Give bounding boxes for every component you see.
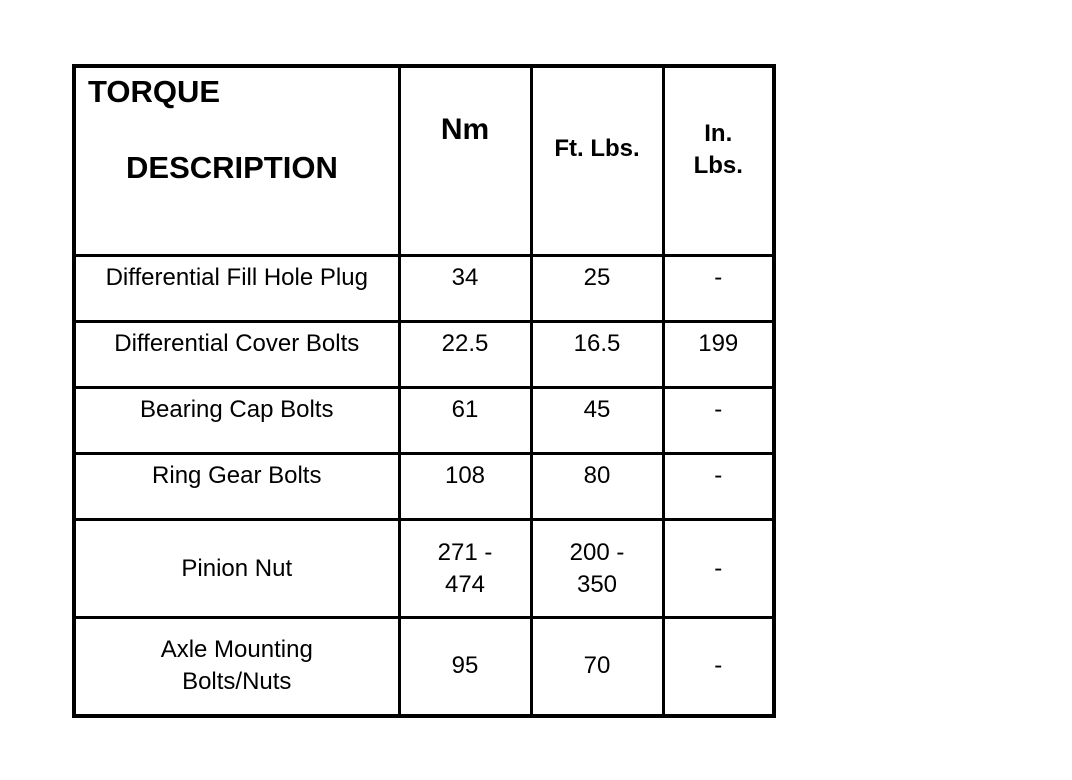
description-cell [74, 322, 399, 388]
table-row [74, 618, 774, 716]
header-in-lbs-label: In. Lbs. [693, 120, 743, 179]
nm-cell [399, 322, 531, 388]
ft-lbs-cell [531, 388, 663, 454]
nm-cell [399, 618, 531, 716]
nm-value: 271 - 474 [437, 538, 493, 598]
in-lbs-value: - [714, 264, 723, 291]
in-lbs-value: - [714, 396, 723, 423]
ft-lbs-value: 70 [583, 652, 611, 680]
description-value: Axle Mounting Bolts/Nuts [160, 636, 313, 696]
description-cell [74, 388, 399, 454]
in-lbs-value: - [714, 652, 723, 680]
table-row [74, 322, 774, 388]
header-ft-lbs-cell [531, 66, 663, 256]
table-row [74, 454, 774, 520]
header-nm-label: Nm [440, 113, 490, 146]
description-cell [74, 520, 399, 618]
in-lbs-cell [663, 256, 774, 322]
torque-specifications-table [72, 64, 776, 718]
in-lbs-cell [663, 322, 774, 388]
in-lbs-value: 199 [698, 330, 739, 357]
in-lbs-value: - [714, 462, 723, 489]
ft-lbs-cell [531, 454, 663, 520]
nm-value: 108 [444, 462, 486, 489]
ft-lbs-value: 45 [583, 396, 611, 423]
ft-lbs-value: 80 [583, 462, 611, 489]
nm-value: 95 [451, 652, 479, 680]
nm-cell [399, 454, 531, 520]
header-ft-lbs-label: Ft. Lbs. [554, 135, 640, 162]
table-row [74, 520, 774, 618]
table-header-row [74, 66, 774, 256]
nm-cell [399, 256, 531, 322]
description-value: Differential Fill Hole Plug [105, 264, 368, 291]
nm-cell [399, 388, 531, 454]
nm-value: 61 [451, 396, 479, 423]
table-row [74, 388, 774, 454]
nm-value: 34 [451, 264, 479, 291]
header-nm-cell [399, 66, 531, 256]
header-torque-label: TORQUE [88, 74, 221, 109]
header-description-cell [74, 66, 399, 256]
description-value: Ring Gear Bolts [152, 462, 322, 489]
in-lbs-cell [663, 618, 774, 716]
nm-cell [399, 520, 531, 618]
description-value: Pinion Nut [181, 554, 293, 582]
ft-lbs-cell [531, 520, 663, 618]
in-lbs-cell [663, 388, 774, 454]
ft-lbs-value: 16.5 [573, 330, 621, 357]
ft-lbs-cell [531, 256, 663, 322]
ft-lbs-cell [531, 322, 663, 388]
description-cell [74, 256, 399, 322]
description-value: Differential Cover Bolts [114, 330, 360, 357]
in-lbs-cell [663, 520, 774, 618]
nm-value: 22.5 [441, 330, 489, 357]
table-row [74, 256, 774, 322]
header-description-label: DESCRIPTION [126, 150, 338, 185]
in-lbs-cell [663, 454, 774, 520]
header-in-lbs-cell [663, 66, 774, 256]
description-value: Bearing Cap Bolts [140, 396, 334, 423]
description-cell [74, 454, 399, 520]
ft-lbs-cell [531, 618, 663, 716]
in-lbs-value: - [714, 554, 723, 582]
description-cell [74, 618, 399, 716]
ft-lbs-value: 25 [583, 264, 611, 291]
ft-lbs-value: 200 - 350 [569, 538, 625, 598]
